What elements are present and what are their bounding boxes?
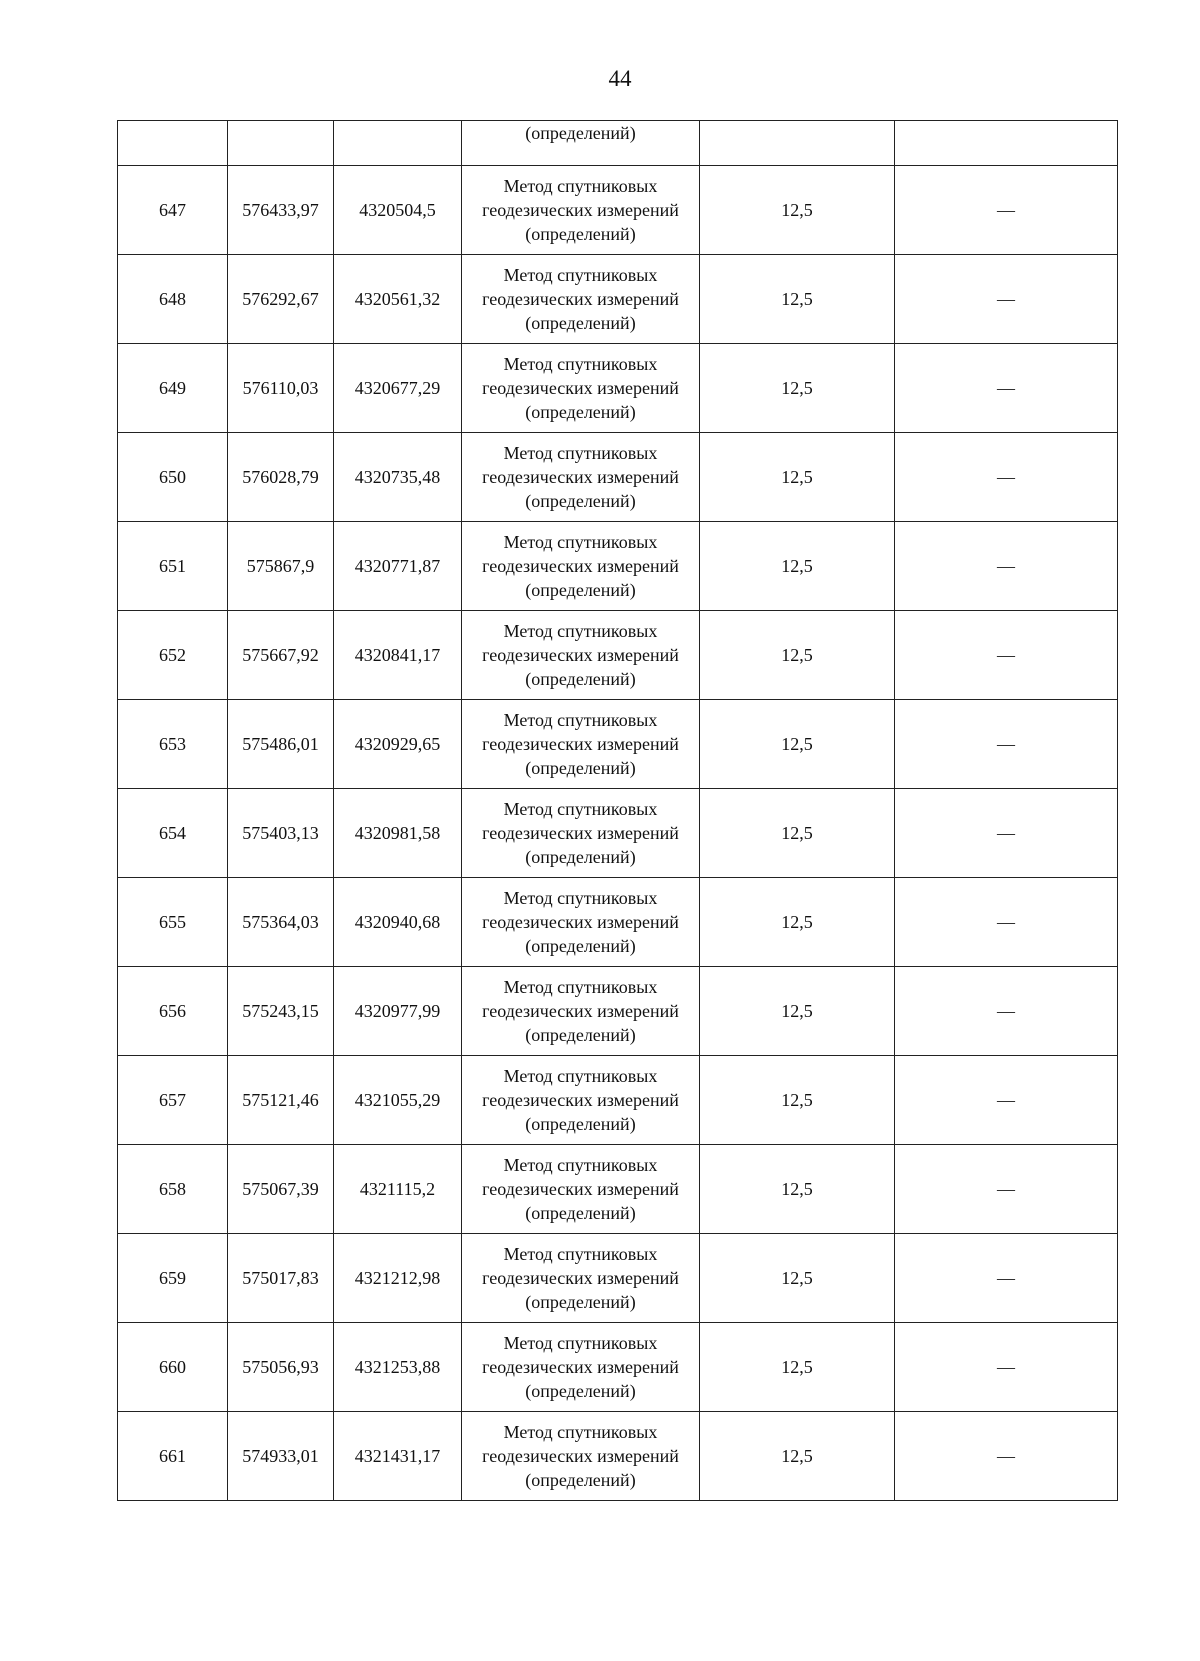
method-line-3: (определений) <box>525 1381 636 1401</box>
accuracy-cell: 12,5 <box>700 166 895 255</box>
note-cell: — <box>895 700 1118 789</box>
cell-empty <box>334 121 462 166</box>
x-coordinate-cell: 576110,03 <box>228 344 334 433</box>
note-cell: — <box>895 1412 1118 1501</box>
y-coordinate-cell: 4321055,29 <box>334 1056 462 1145</box>
method-cell <box>462 1056 700 1145</box>
note-cell: — <box>895 1323 1118 1412</box>
method-line-3: (определений) <box>525 1470 636 1490</box>
method-line-2: геодезических измерений <box>482 289 679 309</box>
method-line-1: Метод спутниковых <box>503 265 658 285</box>
method-line-2: геодезических измерений <box>482 823 679 843</box>
accuracy-cell: 12,5 <box>700 700 895 789</box>
method-cell <box>462 1412 700 1501</box>
table-row <box>118 1412 1118 1501</box>
x-coordinate-cell: 575056,93 <box>228 1323 334 1412</box>
accuracy-cell: 12,5 <box>700 1412 895 1501</box>
table-row <box>118 878 1118 967</box>
method-line-2: геодезических измерений <box>482 1179 679 1199</box>
y-coordinate-cell: 4321253,88 <box>334 1323 462 1412</box>
method-cell <box>462 1145 700 1234</box>
cell-empty <box>700 121 895 166</box>
method-line-3: (определений) <box>525 758 636 778</box>
method-line-3: (определений) <box>525 224 636 244</box>
table-body <box>118 121 1118 1501</box>
method-line-2: геодезических измерений <box>482 1357 679 1377</box>
table-row <box>118 433 1118 522</box>
point-number-cell: 651 <box>118 522 228 611</box>
method-line-2: геодезических измерений <box>482 378 679 398</box>
point-number-cell: 655 <box>118 878 228 967</box>
method-cell <box>462 967 700 1056</box>
point-number-cell: 647 <box>118 166 228 255</box>
cell-empty <box>118 121 228 166</box>
point-number-cell: 660 <box>118 1323 228 1412</box>
method-line-2: геодезических измерений <box>482 1446 679 1466</box>
method-line-3: (определений) <box>525 1114 636 1134</box>
point-number-cell: 653 <box>118 700 228 789</box>
method-cell <box>462 1234 700 1323</box>
x-coordinate-cell: 574933,01 <box>228 1412 334 1501</box>
method-line-3: (определений) <box>525 402 636 422</box>
y-coordinate-cell: 4320981,58 <box>334 789 462 878</box>
method-line-3: (определений) <box>525 313 636 333</box>
method-line-3: (определений) <box>525 936 636 956</box>
method-line-1: Метод спутниковых <box>503 799 658 819</box>
note-cell: — <box>895 789 1118 878</box>
point-number-cell: 659 <box>118 1234 228 1323</box>
cell-method-continuation: (определений) <box>462 121 700 166</box>
point-number-cell: 658 <box>118 1145 228 1234</box>
method-line-2: геодезических измерений <box>482 556 679 576</box>
method-cell <box>462 700 700 789</box>
accuracy-cell: 12,5 <box>700 522 895 611</box>
method-line-1: Метод спутниковых <box>503 1066 658 1086</box>
method-cell <box>462 344 700 433</box>
cell-empty <box>895 121 1118 166</box>
method-cell <box>462 433 700 522</box>
note-cell: — <box>895 166 1118 255</box>
method-cell <box>462 789 700 878</box>
accuracy-cell: 12,5 <box>700 878 895 967</box>
method-line-1: Метод спутниковых <box>503 1244 658 1264</box>
y-coordinate-cell: 4320771,87 <box>334 522 462 611</box>
x-coordinate-cell: 576292,67 <box>228 255 334 344</box>
point-number-cell: 654 <box>118 789 228 878</box>
y-coordinate-cell: 4320929,65 <box>334 700 462 789</box>
note-cell: — <box>895 433 1118 522</box>
y-coordinate-cell: 4320561,32 <box>334 255 462 344</box>
method-line-3: (определений) <box>525 1292 636 1312</box>
x-coordinate-cell: 575867,9 <box>228 522 334 611</box>
point-number-cell: 652 <box>118 611 228 700</box>
point-number-cell: 649 <box>118 344 228 433</box>
method-line-2: геодезических измерений <box>482 1001 679 1021</box>
method-line-3: (определений) <box>525 847 636 867</box>
method-line-1: Метод спутниковых <box>503 888 658 908</box>
note-cell: — <box>895 1056 1118 1145</box>
table-row <box>118 789 1118 878</box>
y-coordinate-cell: 4321115,2 <box>334 1145 462 1234</box>
table-row <box>118 611 1118 700</box>
note-cell: — <box>895 1234 1118 1323</box>
method-line-2: геодезических измерений <box>482 734 679 754</box>
method-cell <box>462 166 700 255</box>
table-row <box>118 522 1118 611</box>
accuracy-cell: 12,5 <box>700 789 895 878</box>
table-row <box>118 166 1118 255</box>
accuracy-cell: 12,5 <box>700 1323 895 1412</box>
y-coordinate-cell: 4320504,5 <box>334 166 462 255</box>
method-line-2: геодезических измерений <box>482 200 679 220</box>
method-line-3: (определений) <box>525 1203 636 1223</box>
y-coordinate-cell: 4320977,99 <box>334 967 462 1056</box>
accuracy-cell: 12,5 <box>700 611 895 700</box>
method-line-1: Метод спутниковых <box>503 1422 658 1442</box>
point-number-cell: 650 <box>118 433 228 522</box>
x-coordinate-cell: 576028,79 <box>228 433 334 522</box>
table-continuation-row <box>118 121 1118 166</box>
method-cell <box>462 255 700 344</box>
x-coordinate-cell: 575403,13 <box>228 789 334 878</box>
y-coordinate-cell: 4320841,17 <box>334 611 462 700</box>
x-coordinate-cell: 575017,83 <box>228 1234 334 1323</box>
table-row <box>118 344 1118 433</box>
table-row <box>118 700 1118 789</box>
method-line-3: (определений) <box>525 669 636 689</box>
point-number-cell: 656 <box>118 967 228 1056</box>
method-line-2: геодезических измерений <box>482 1268 679 1288</box>
page-number: 44 <box>608 66 632 91</box>
accuracy-cell: 12,5 <box>700 255 895 344</box>
method-line-2: геодезических измерений <box>482 645 679 665</box>
y-coordinate-cell: 4321212,98 <box>334 1234 462 1323</box>
y-coordinate-cell: 4321431,17 <box>334 1412 462 1501</box>
method-line-3: (определений) <box>525 1025 636 1045</box>
method-line-1: Метод спутниковых <box>503 1155 658 1175</box>
table-row <box>118 1145 1118 1234</box>
note-cell: — <box>895 878 1118 967</box>
table-row <box>118 1056 1118 1145</box>
y-coordinate-cell: 4320735,48 <box>334 433 462 522</box>
note-cell: — <box>895 1145 1118 1234</box>
accuracy-cell: 12,5 <box>700 1234 895 1323</box>
table-row <box>118 1323 1118 1412</box>
note-cell: — <box>895 255 1118 344</box>
x-coordinate-cell: 575364,03 <box>228 878 334 967</box>
point-number-cell: 657 <box>118 1056 228 1145</box>
x-coordinate-cell: 575243,15 <box>228 967 334 1056</box>
accuracy-cell: 12,5 <box>700 1056 895 1145</box>
cell-empty <box>228 121 334 166</box>
point-number-cell: 648 <box>118 255 228 344</box>
method-line-2: геодезических измерений <box>482 467 679 487</box>
method-line-1: Метод спутниковых <box>503 1333 658 1353</box>
table-row <box>118 967 1118 1056</box>
method-cell <box>462 522 700 611</box>
method-line-1: Метод спутниковых <box>503 443 658 463</box>
method-line-2: геодезических измерений <box>482 1090 679 1110</box>
x-coordinate-cell: 576433,97 <box>228 166 334 255</box>
point-number-cell: 661 <box>118 1412 228 1501</box>
note-cell: — <box>895 344 1118 433</box>
method-cell <box>462 611 700 700</box>
accuracy-cell: 12,5 <box>700 1145 895 1234</box>
table-row <box>118 255 1118 344</box>
table-row <box>118 1234 1118 1323</box>
note-cell: — <box>895 967 1118 1056</box>
accuracy-cell: 12,5 <box>700 433 895 522</box>
method-line-1: Метод спутниковых <box>503 621 658 641</box>
accuracy-cell: 12,5 <box>700 967 895 1056</box>
method-line-1: Метод спутниковых <box>503 710 658 730</box>
note-cell: — <box>895 522 1118 611</box>
method-line-1: Метод спутниковых <box>503 176 658 196</box>
method-line-3: (определений) <box>525 491 636 511</box>
method-line-1: Метод спутниковых <box>503 977 658 997</box>
method-line-1: Метод спутниковых <box>503 354 658 374</box>
method-line-3: (определений) <box>525 580 636 600</box>
method-cell <box>462 878 700 967</box>
y-coordinate-cell: 4320677,29 <box>334 344 462 433</box>
method-cell <box>462 1323 700 1412</box>
x-coordinate-cell: 575486,01 <box>228 700 334 789</box>
y-coordinate-cell: 4320940,68 <box>334 878 462 967</box>
x-coordinate-cell: 575121,46 <box>228 1056 334 1145</box>
accuracy-cell: 12,5 <box>700 344 895 433</box>
coordinates-table <box>117 120 1118 1501</box>
note-cell: — <box>895 611 1118 700</box>
x-coordinate-cell: 575667,92 <box>228 611 334 700</box>
method-line-2: геодезических измерений <box>482 912 679 932</box>
x-coordinate-cell: 575067,39 <box>228 1145 334 1234</box>
method-line-1: Метод спутниковых <box>503 532 658 552</box>
